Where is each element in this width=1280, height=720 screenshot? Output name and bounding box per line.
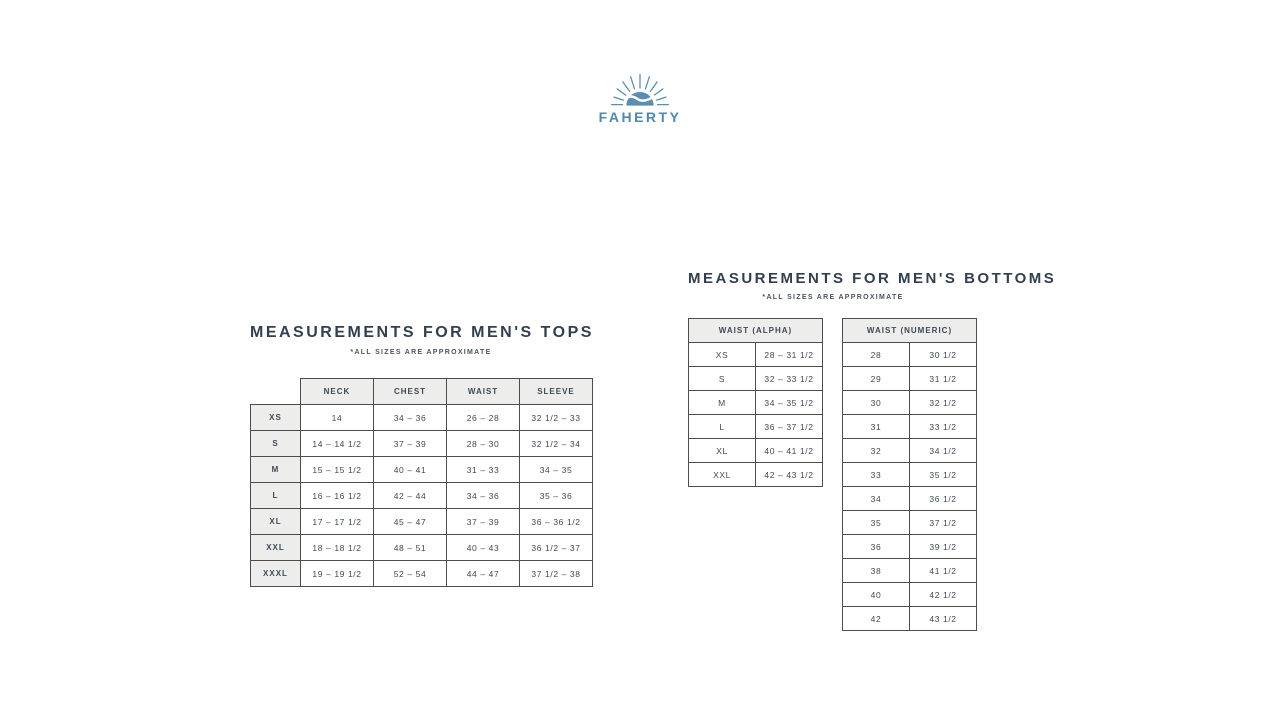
- sleeve-value: 36 1/2 – 37: [520, 535, 593, 561]
- waist-range: 40 – 41 1/2: [756, 439, 823, 463]
- size-label: 42: [843, 607, 910, 631]
- table-row: [689, 415, 823, 439]
- waist-value: 34 1/2: [910, 439, 977, 463]
- size-label: 31: [843, 415, 910, 439]
- neck-value: 17 – 17 1/2: [301, 509, 374, 535]
- neck-value: 16 – 16 1/2: [301, 483, 374, 509]
- tops-subtitle: *ALL SIZES ARE APPROXIMATE: [350, 349, 492, 356]
- size-label: XXL: [689, 463, 756, 487]
- sleeve-value: 35 – 36: [520, 483, 593, 509]
- size-label: 40: [843, 583, 910, 607]
- table-row: [689, 439, 823, 463]
- size-label: 28: [843, 343, 910, 367]
- sleeve-value: 32 1/2 – 33: [520, 405, 593, 431]
- tops-header-row: [251, 379, 593, 405]
- chest-value: 48 – 51: [374, 535, 447, 561]
- table-row: [251, 457, 593, 483]
- size-label: XXXL: [251, 561, 301, 587]
- waist-alpha-header: WAIST (ALPHA): [689, 319, 823, 343]
- table-row: [843, 439, 977, 463]
- size-label: XS: [251, 405, 301, 431]
- chest-value: 40 – 41: [374, 457, 447, 483]
- size-label: S: [689, 367, 756, 391]
- waist-value: 40 – 43: [447, 535, 520, 561]
- sleeve-value: 32 1/2 – 34: [520, 431, 593, 457]
- size-label: 38: [843, 559, 910, 583]
- table-row: [843, 463, 977, 487]
- tops-title: MEASUREMENTS FOR MEN'S TOPS: [250, 324, 594, 341]
- table-row: [689, 391, 823, 415]
- size-label: M: [689, 391, 756, 415]
- table-row: [251, 535, 593, 561]
- table-row: [843, 487, 977, 511]
- corner-cell: [251, 379, 301, 405]
- waist-range: 42 – 43 1/2: [756, 463, 823, 487]
- waist-value: 42 1/2: [910, 583, 977, 607]
- size-label: L: [689, 415, 756, 439]
- table-row: [843, 391, 977, 415]
- waist-value: 37 – 39: [447, 509, 520, 535]
- tops-size-table: [250, 378, 593, 587]
- waist-value: 34 – 36: [447, 483, 520, 509]
- alpha-header-row: [689, 319, 823, 343]
- table-row: [689, 463, 823, 487]
- size-label: XL: [689, 439, 756, 463]
- size-label: 33: [843, 463, 910, 487]
- waist-value: 33 1/2: [910, 415, 977, 439]
- waist-range: 28 – 31 1/2: [756, 343, 823, 367]
- table-row: [251, 561, 593, 587]
- numeric-header-row: [843, 319, 977, 343]
- column-header-chest: CHEST: [374, 379, 447, 405]
- size-label: 36: [843, 535, 910, 559]
- waist-range: 36 – 37 1/2: [756, 415, 823, 439]
- brand-logo: [598, 72, 682, 125]
- waist-value: 30 1/2: [910, 343, 977, 367]
- size-label: M: [251, 457, 301, 483]
- tops-section-header: [250, 324, 592, 356]
- table-row: [843, 559, 977, 583]
- waist-value: 32 1/2: [910, 391, 977, 415]
- waist-value: 44 – 47: [447, 561, 520, 587]
- waist-range: 32 – 33 1/2: [756, 367, 823, 391]
- table-row: [843, 367, 977, 391]
- sunrise-wave-icon: [598, 72, 682, 108]
- bottoms-section-header: [688, 270, 1057, 301]
- chest-value: 42 – 44: [374, 483, 447, 509]
- table-row: [843, 343, 977, 367]
- size-label: 34: [843, 487, 910, 511]
- waist-numeric-table: [842, 318, 977, 631]
- waist-value: 26 – 28: [447, 405, 520, 431]
- neck-value: 15 – 15 1/2: [301, 457, 374, 483]
- table-row: [251, 509, 593, 535]
- table-row: [843, 535, 977, 559]
- waist-alpha-table: [688, 318, 823, 487]
- table-row: [251, 483, 593, 509]
- bottoms-subtitle: *ALL SIZES ARE APPROXIMATE: [762, 294, 904, 301]
- waist-value: 39 1/2: [910, 535, 977, 559]
- waist-value: 28 – 30: [447, 431, 520, 457]
- table-row: [843, 511, 977, 535]
- sleeve-value: 34 – 35: [520, 457, 593, 483]
- chest-value: 45 – 47: [374, 509, 447, 535]
- waist-value: 43 1/2: [910, 607, 977, 631]
- size-label: 30: [843, 391, 910, 415]
- table-row: [251, 405, 593, 431]
- size-label: XL: [251, 509, 301, 535]
- chest-value: 34 – 36: [374, 405, 447, 431]
- table-row: [843, 607, 977, 631]
- size-label: XS: [689, 343, 756, 367]
- chest-value: 52 – 54: [374, 561, 447, 587]
- table-row: [251, 431, 593, 457]
- waist-value: 41 1/2: [910, 559, 977, 583]
- table-row: [689, 343, 823, 367]
- size-label: 35: [843, 511, 910, 535]
- column-header-neck: NECK: [301, 379, 374, 405]
- column-header-waist: WAIST: [447, 379, 520, 405]
- sleeve-value: 37 1/2 – 38: [520, 561, 593, 587]
- brand-wordmark: FAHERTY: [598, 109, 682, 125]
- size-label: 32: [843, 439, 910, 463]
- table-row: [843, 415, 977, 439]
- size-label: 29: [843, 367, 910, 391]
- waist-value: 31 1/2: [910, 367, 977, 391]
- waist-value: 36 1/2: [910, 487, 977, 511]
- neck-value: 19 – 19 1/2: [301, 561, 374, 587]
- chest-value: 37 – 39: [374, 431, 447, 457]
- column-header-sleeve: SLEEVE: [520, 379, 593, 405]
- waist-numeric-header: WAIST (NUMERIC): [843, 319, 977, 343]
- waist-value: 35 1/2: [910, 463, 977, 487]
- size-label: XXL: [251, 535, 301, 561]
- size-label: S: [251, 431, 301, 457]
- waist-value: 31 – 33: [447, 457, 520, 483]
- neck-value: 18 – 18 1/2: [301, 535, 374, 561]
- neck-value: 14: [301, 405, 374, 431]
- sleeve-value: 36 – 36 1/2: [520, 509, 593, 535]
- table-row: [689, 367, 823, 391]
- bottoms-title: MEASUREMENTS FOR MEN'S BOTTOMS: [688, 270, 1057, 287]
- waist-range: 34 – 35 1/2: [756, 391, 823, 415]
- waist-value: 37 1/2: [910, 511, 977, 535]
- size-label: L: [251, 483, 301, 509]
- neck-value: 14 – 14 1/2: [301, 431, 374, 457]
- table-row: [843, 583, 977, 607]
